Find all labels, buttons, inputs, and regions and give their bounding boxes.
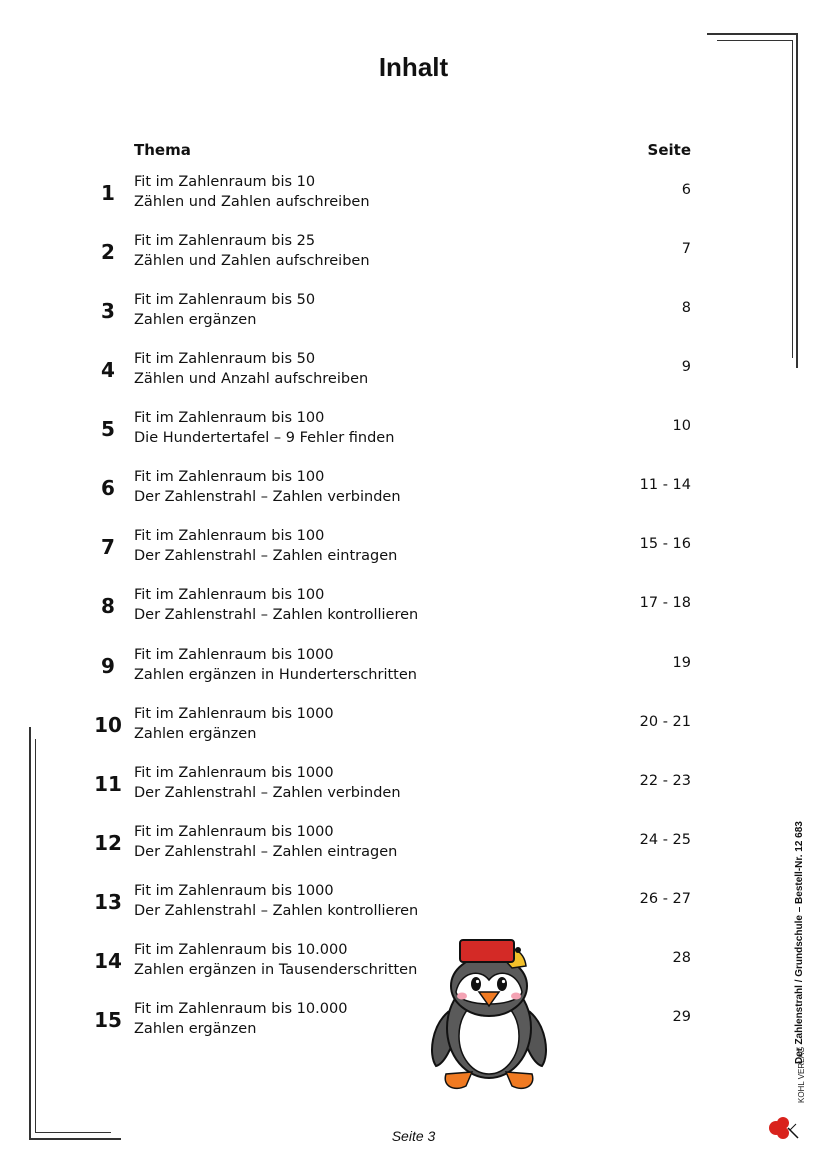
toc-number: 1 xyxy=(101,181,115,205)
toc-topic-subtitle: Zahlen ergänzen in Tausenderschritten xyxy=(134,961,418,978)
toc-topic-title: Fit im Zahlenraum bis 100 xyxy=(134,410,325,427)
toc-page-number: 20 - 21 xyxy=(639,713,691,730)
toc-topic-subtitle: Zahlen ergänzen xyxy=(134,1020,257,1037)
penguin-illustration xyxy=(426,936,552,1096)
toc-row xyxy=(0,940,827,990)
publisher-logo-icon xyxy=(766,1112,800,1142)
column-header-topic: Thema xyxy=(134,141,191,159)
toc-topic-subtitle: Zahlen ergänzen xyxy=(134,312,257,329)
toc-number: 7 xyxy=(101,535,115,560)
toc-topic-subtitle: Zahlen ergänzen in Hunderterschritten xyxy=(134,666,417,683)
toc-topic-title: Fit im Zahlenraum bis 100 xyxy=(134,469,325,486)
toc-number: 5 xyxy=(101,417,115,442)
toc-row xyxy=(0,763,827,813)
toc-row xyxy=(0,172,827,222)
toc-number: 2 xyxy=(101,240,115,265)
toc-number: 6 xyxy=(101,476,115,501)
toc-row xyxy=(0,645,827,695)
toc-topic xyxy=(134,172,370,212)
toc-topic-title: Fit im Zahlenraum bis 10.000 xyxy=(134,1000,348,1017)
toc-row xyxy=(0,408,827,458)
toc-page-number: 15 - 16 xyxy=(639,536,691,553)
toc-topic-subtitle: Der Zahlenstrahl – Zahlen eintragen xyxy=(134,843,398,860)
toc-topic xyxy=(134,290,315,330)
toc-page-number: 11 - 14 xyxy=(639,477,691,494)
toc-topic xyxy=(134,231,370,271)
toc-topic-title: Fit im Zahlenraum bis 25 xyxy=(134,233,316,250)
toc-topic-title: Fit im Zahlenraum bis 50 xyxy=(134,351,316,368)
column-header-page: Seite xyxy=(647,141,691,159)
side-order-info: Der Zahlenstrahl / Grundschule – Bestell-Nr. 12 683 xyxy=(794,821,805,1064)
toc-topic xyxy=(134,822,397,862)
toc-number: 3 xyxy=(101,299,115,324)
toc-topic-subtitle: Zahlen ergänzen xyxy=(134,725,257,742)
toc-page-number: 10 xyxy=(672,418,691,435)
frame-top-right-h2 xyxy=(717,40,793,41)
toc-row xyxy=(0,704,827,754)
toc-page-number: 6 xyxy=(681,182,691,198)
toc-topic xyxy=(134,408,394,448)
toc-page-number: 8 xyxy=(681,300,691,317)
toc-page-number: 9 xyxy=(681,359,691,376)
toc-topic xyxy=(134,704,334,744)
toc-number: 8 xyxy=(101,594,115,619)
toc-topic-subtitle: Der Zahlenstrahl – Zahlen kontrollieren xyxy=(134,607,419,624)
toc-topic-title: Fit im Zahlenraum bis 1000 xyxy=(134,705,334,722)
toc-topic-subtitle: Der Zahlenstrahl – Zahlen kontrollieren xyxy=(134,902,419,919)
toc-topic-title: Fit im Zahlenraum bis 50 xyxy=(134,292,316,309)
toc-number: 15 xyxy=(94,1007,122,1032)
toc-topic xyxy=(134,645,417,685)
toc-topic-title: Fit im Zahlenraum bis 100 xyxy=(134,528,325,545)
toc-topic-subtitle: Zählen und Zahlen aufschreiben xyxy=(134,194,370,210)
toc-page-number: 7 xyxy=(681,241,691,258)
toc-topic-subtitle: Zählen und Anzahl aufschreiben xyxy=(134,371,369,388)
toc-topic-title: Fit im Zahlenraum bis 1000 xyxy=(134,764,334,781)
toc-topic-title: Fit im Zahlenraum bis 1000 xyxy=(134,646,334,663)
toc-number: 10 xyxy=(94,712,122,737)
toc-topic-subtitle: Der Zahlenstrahl – Zahlen verbinden xyxy=(134,784,401,801)
toc-row xyxy=(0,881,827,931)
toc-page-number: 22 - 23 xyxy=(639,772,691,789)
toc-topic xyxy=(134,881,418,921)
toc-topic-title: Fit im Zahlenraum bis 1000 xyxy=(134,823,334,840)
publisher-name: KOHL VERLAG xyxy=(797,1046,806,1103)
toc-topic xyxy=(134,940,417,980)
toc-topic-title: Fit im Zahlenraum bis 100 xyxy=(134,587,325,604)
toc-topic-subtitle: Zählen und Zahlen aufschreiben xyxy=(134,253,370,270)
page-number: Seite 3 xyxy=(391,1128,436,1144)
toc-topic xyxy=(134,585,418,625)
toc-page-number: 24 - 25 xyxy=(639,831,691,848)
toc-page-number: 26 - 27 xyxy=(639,890,691,907)
toc-row xyxy=(0,585,827,635)
toc-topic xyxy=(134,526,397,566)
toc-row xyxy=(0,822,827,872)
toc-row xyxy=(0,999,827,1049)
toc-row xyxy=(0,467,827,517)
toc-number: 9 xyxy=(101,653,115,678)
toc-number: 14 xyxy=(94,948,122,973)
toc-number: 11 xyxy=(94,771,122,796)
toc-page-number: 29 xyxy=(672,1008,691,1025)
toc-topic-title: Fit im Zahlenraum bis 1000 xyxy=(134,882,334,899)
frame-top-right-h1 xyxy=(707,33,797,35)
toc-page-number: 28 xyxy=(672,949,691,966)
toc-topic-title: Fit im Zahlenraum bis 10 xyxy=(134,174,316,190)
toc-number: 4 xyxy=(101,358,115,383)
toc-topic-subtitle: Der Zahlenstrahl – Zahlen verbinden xyxy=(134,489,401,506)
toc-topic-subtitle: Der Zahlenstrahl – Zahlen eintragen xyxy=(134,548,398,565)
toc-row xyxy=(0,290,827,340)
toc-topic xyxy=(134,467,401,507)
toc-row xyxy=(0,526,827,576)
page-title: Inhalt xyxy=(378,52,449,82)
toc-row xyxy=(0,349,827,399)
toc-topic-subtitle: Die Hundertertafel – 9 Fehler finden xyxy=(134,430,395,447)
toc-number: 12 xyxy=(94,830,122,855)
toc-page-number: 19 xyxy=(672,654,691,671)
toc-topic xyxy=(134,349,368,389)
toc-topic xyxy=(134,999,347,1039)
toc-row xyxy=(0,231,827,281)
toc-topic-title: Fit im Zahlenraum bis 10.000 xyxy=(134,941,348,958)
toc-page-number: 17 - 18 xyxy=(639,595,691,612)
toc-number: 13 xyxy=(94,889,122,914)
toc-topic xyxy=(134,763,401,803)
